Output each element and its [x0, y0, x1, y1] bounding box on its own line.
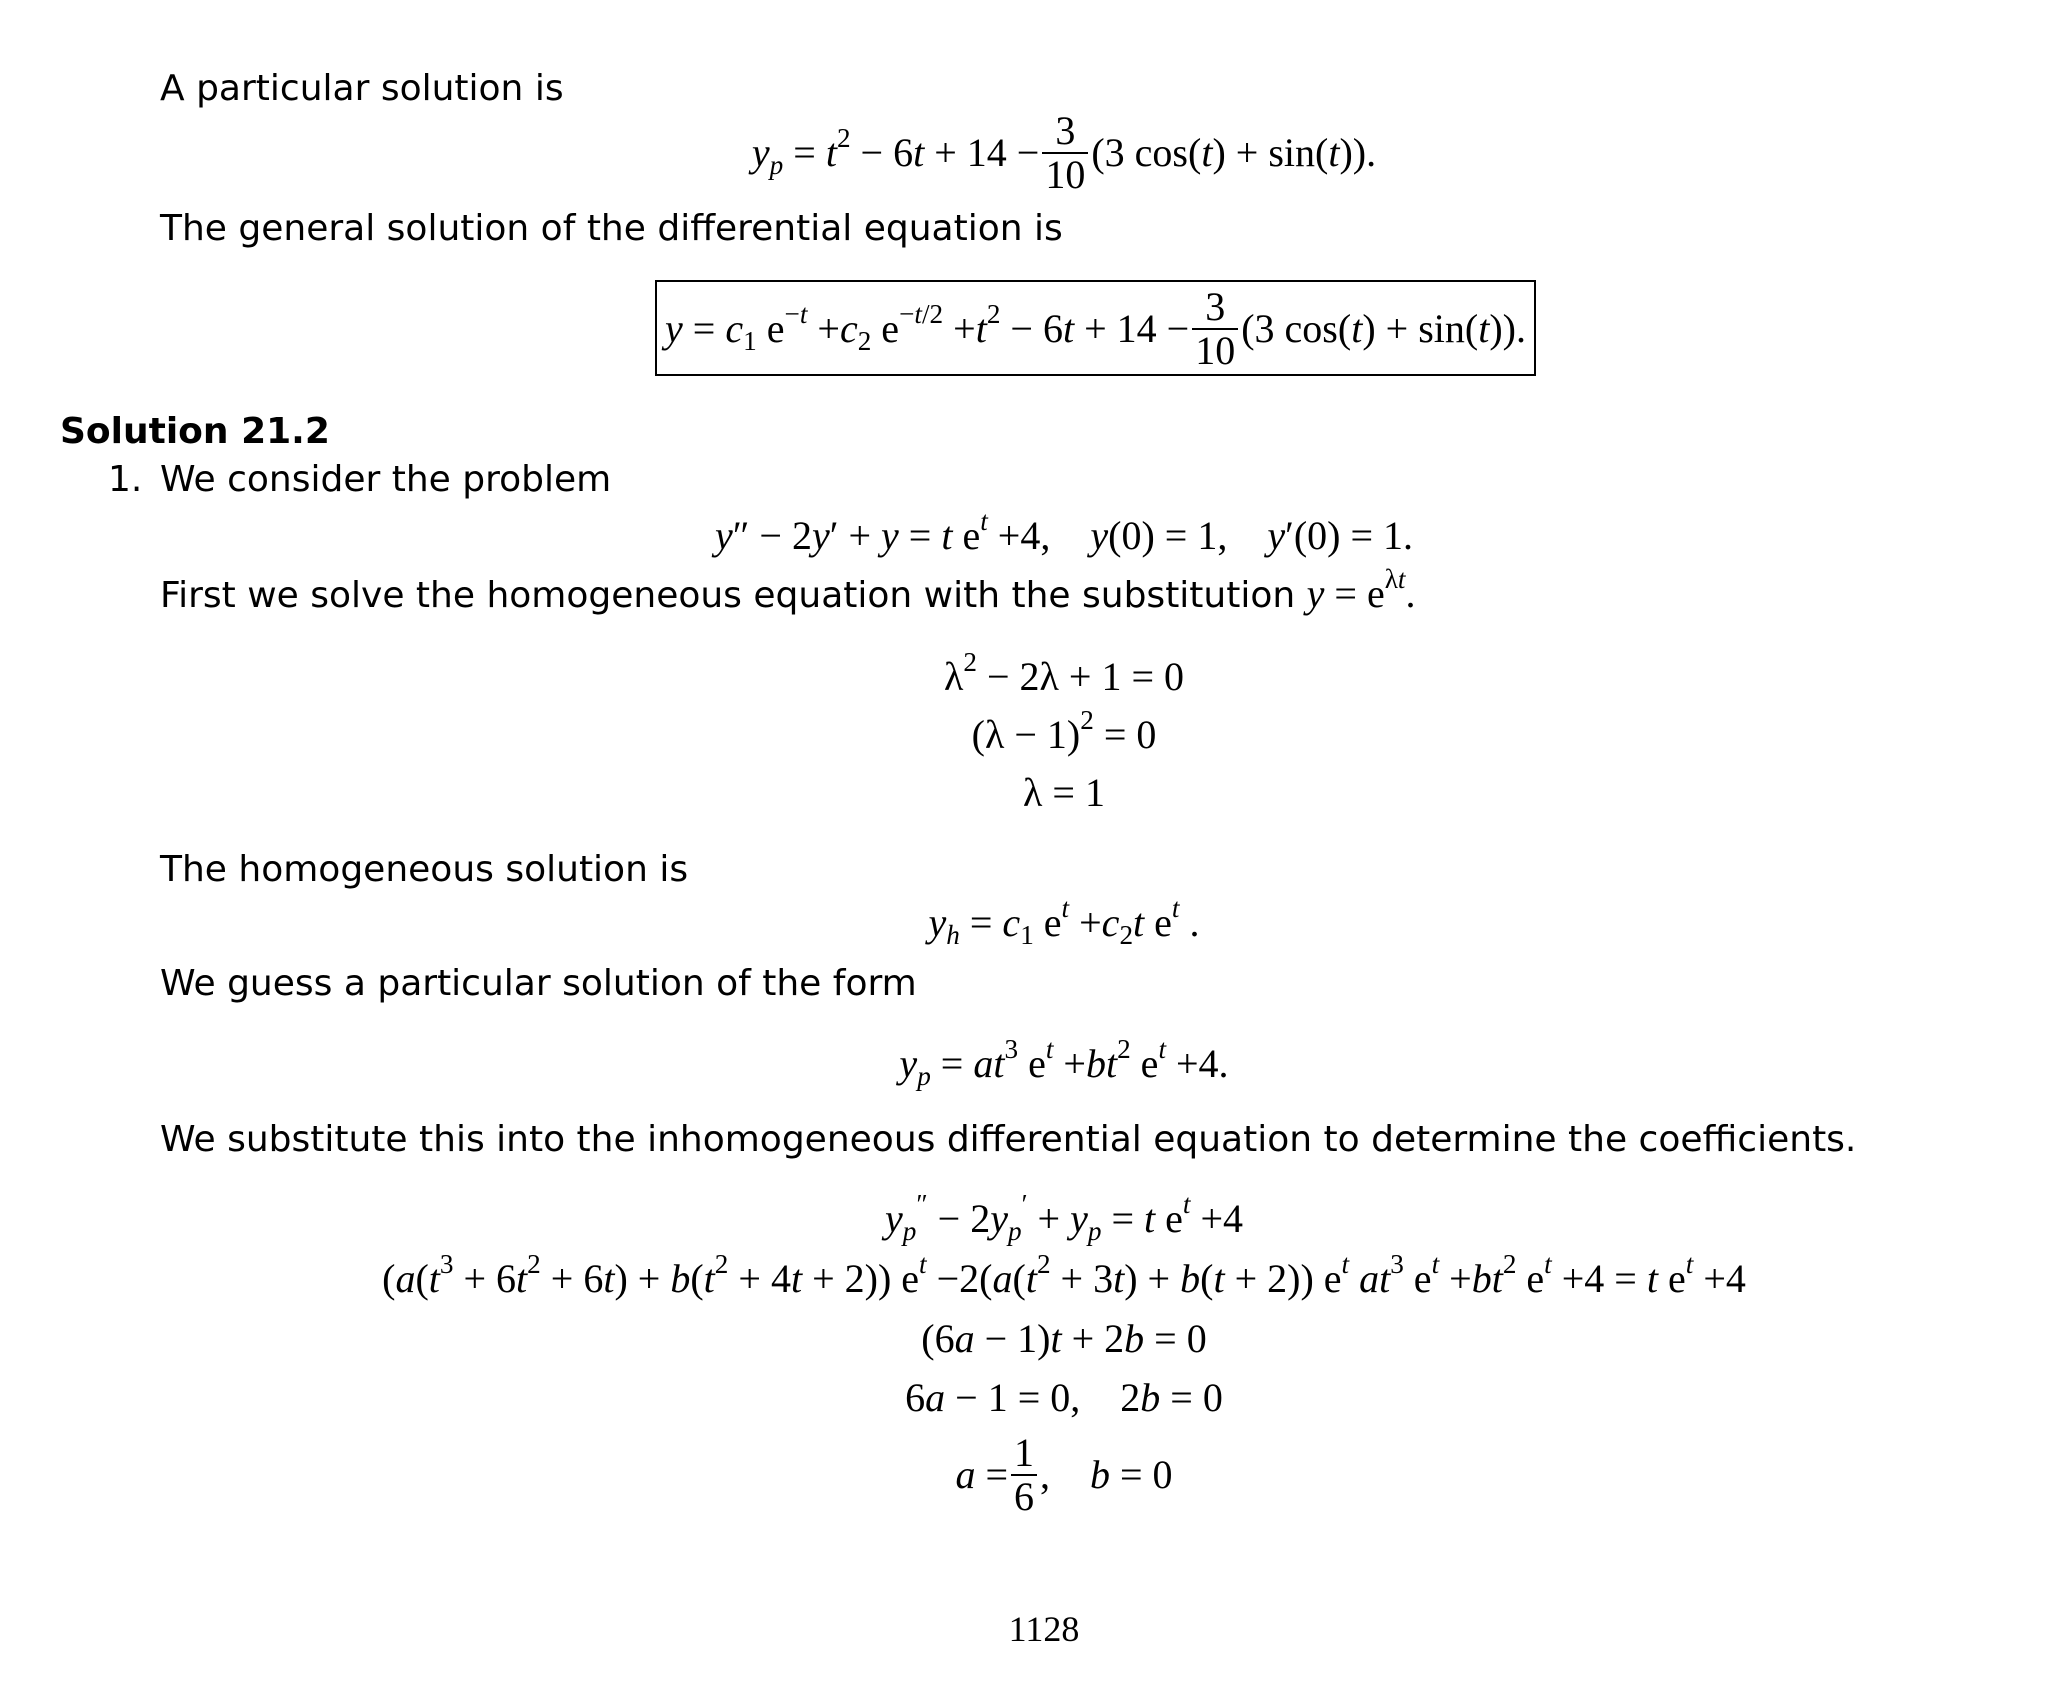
eq-characteristic-2: $(\lambda - 1)^2 = 0$ [971, 704, 1157, 757]
page-number: 1128 [1008, 1609, 1080, 1649]
guess-intro: We guess a particular solution of the form [160, 963, 917, 1004]
eq-general-solution: $y = c_1$ $e^{-t} +c_2$ $e^{-t/2} +t^2 - 6t + 14$ − $\frac{3}{10}$ (3 cos(t) + sin(t)). [0, 280, 2048, 376]
eq-problem: y″ − 2y′ + y = t $e^t +4$, y(0) = 1, y′(0) = 1. [714, 505, 1414, 558]
homogeneous-intro-text: First we solve the homogeneous equation with the substitution [160, 575, 1296, 616]
substitute-intro: We substitute this into the inhomogeneous differential equation to determine the coefficients. [160, 1119, 1857, 1160]
item-number: 1. [108, 459, 143, 500]
eq-characteristic-3: λ = 1 [1023, 769, 1105, 815]
eq-substitution-3: (6a − 1)t + 2b = 0 [921, 1315, 1207, 1361]
eq-substitution-2: $(a(t^3 + 6t^2 + 6t) + b(t^2 + 4t + 2))$ $e^t -2(a(t^2 + 3t) + b(t + 2))$ $e^t$ $at^3$ $e^t +bt^2$ $e^t +4 = t$ $e^t +4$ [382, 1248, 1746, 1301]
eq-substitution-4: 6a − 1 = 0, 2b = 0 [905, 1374, 1223, 1420]
consider-problem-text: We consider the problem [160, 459, 612, 500]
eq-homogeneous-solution: $y_h = c_1$ $e^t +c_2t$ $e^t$ . [928, 892, 1200, 950]
eq-particular-solution: $y_p = t^2 - 6t + 14$ − $\frac{3}{10}$ (3 cos(t) + sin(t)). [751, 108, 1377, 197]
particular-solution-intro: A particular solution is [160, 68, 564, 109]
homogeneous-solution-intro: The homogeneous solution is [160, 849, 689, 890]
eq-particular-guess: $y_p = at^3$ $e^t +bt^2$ $e^t +4$. [899, 1033, 1229, 1091]
eq-substitution: $y = e^{\lambda t}$. [1306, 563, 1416, 616]
homogeneous-intro [160, 563, 1416, 618]
general-solution-intro: The general solution of the differential equation is [160, 208, 1063, 249]
eq-substitution-5: a = $\frac{1}{6}$ , b = 0 [955, 1430, 1173, 1519]
section-title: Solution 21.2 [60, 411, 330, 452]
eq-substitution-1: $y_p'' - 2y_p' + y_p = t$ $e^t +4$ [884, 1188, 1244, 1246]
eq-characteristic-1: $\lambda^2 - 2\lambda + 1 = 0$ [943, 646, 1185, 699]
